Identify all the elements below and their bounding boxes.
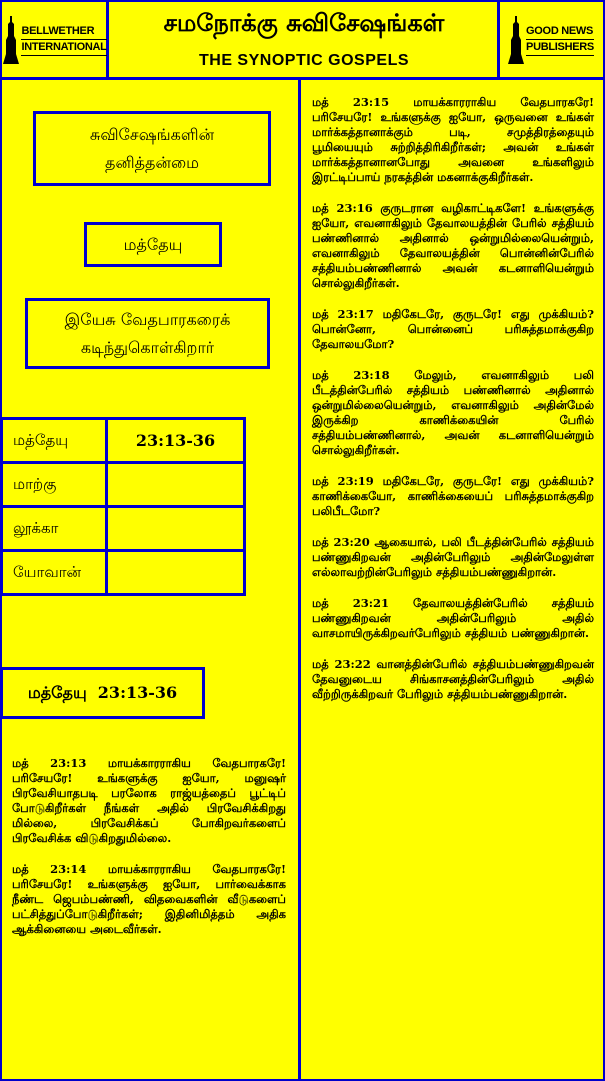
verse-paragraph: மத் 23:16 குருடரான வழிகாட்டிகளே! உங்களுக்கு ஐயோ, எவனாகிலும் தேவாலயத்தின் பேரில் சத்தியம் பண்ணினால் அதினால் ஒன்றுமில்லையென்றும், எவனாகிலும் தேவாலயத்தின் பொன்னின்பேரில் சத்தியம்பண்ணினால் அவன் கடனாளியென்றும் சொல்லுகிறீர்கள். <box>312 201 594 290</box>
good-news-logo-text <box>526 24 594 56</box>
table-row <box>2 551 245 595</box>
verses-right-column <box>312 95 594 718</box>
passage-heading-box <box>0 667 205 719</box>
gospel-name: மத்தேயு <box>2 419 107 463</box>
verse-paragraph: மத் 23:20 ஆகையால், பலி பீடத்தின்பேரில் சத்தியம் பண்ணுகிறவன் அதின்பேரிலும் அதின்மேலுள்ள எல்லாவற்றின்பேரிலும் சத்தியம்பண்ணுகிறான். <box>312 535 594 579</box>
page-title-english: THE SYNOPTIC GOSPELS <box>198 52 410 69</box>
passage-title-box <box>25 298 270 369</box>
gospel-reference: 23:13-36 <box>107 419 245 463</box>
bellwether-logo-text <box>21 24 106 56</box>
gospel-reference <box>107 507 245 551</box>
book-name: மத்தேயு <box>123 234 183 254</box>
table-row <box>2 507 245 551</box>
logo-line-1: GOOD NEWS <box>526 24 594 40</box>
verse-paragraph: மத் 23:18 மேலும், எவனாகிலும் பலி பீடத்தின்பேரில் சத்தியம் பண்ணினால் அதினால் ஒன்றுமில்லையென்றும், எவனாகிலும் அதின்மேல் இருக்கிற காணிக்கையின் பேரில் சத்தியம்பண்ணினால், அவன் கடனாளியென்றும் சொல்லுகிறீர்கள். <box>312 368 594 457</box>
logo-line-2: PUBLISHERS <box>526 40 594 56</box>
section-title: சுவிசேஷங்களின் தனித்தன்மை <box>89 124 215 172</box>
table-row <box>2 463 245 507</box>
verse-paragraph: மத் 23:21 தேவாலயத்தின்பேரில் சத்தியம் பண்ணுகிறவன் அதின்பேரிலும் அதில் வாசமாயிருக்கிறவர்பேரிலும் சத்தியம் பண்ணுகிறான். <box>312 596 594 640</box>
gospel-reference-table <box>0 417 246 596</box>
verse-paragraph: மத் 23:14 மாயக்காரராகிய வேதபாரகரே! பரிசேயரே! உங்களுக்கு ஐயோ, பார்வைக்காக நீண்ட ஜெபம்பண்ணி, விதவைகளின் வீடுகளைப் பட்சித்துப்போடுகிறீர்கள்; இதினிமித்தம் அதிக ஆக்கினையை அடைவீர்கள். <box>12 862 286 936</box>
header-divider <box>0 77 605 80</box>
page-title-tamil: சமநோக்கு சுவிசேஷங்கள் <box>163 8 445 37</box>
passage-heading: மத்தேயு 23:13-36 <box>27 683 178 702</box>
tower-logo-icon <box>3 16 19 64</box>
table-row <box>2 419 245 463</box>
verses-left-column <box>12 756 286 953</box>
verse-paragraph: மத் 23:15 மாயக்காரராகிய வேதபாரகரே! பரிசேயரே! உங்களுக்கு ஐயோ, ஒருவனை உங்கள் மார்க்கத்தானாக்கும் படி, சமுத்திரத்தையும் பூமியையும் சுற்றித்திரிகிறீர்கள்; அவன் உங்கள் மார்க்கத்தானானபோது அவனை உங்களிலும் இரட்டிப்பாய் நரகத்தின் மகனாக்குகிறீர்கள். <box>312 95 594 184</box>
verse-paragraph: மத் 23:17 மதிகேடரே, குருடரே! எது முக்கியம்? பொன்னோ, பொன்னைப் பரிசுத்தமாக்குகிற தேவாலயமோ? <box>312 307 594 351</box>
verse-paragraph: மத் 23:22 வானத்தின்பேரில் சத்தியம்பண்ணுகிறவன் தேவனுடைய சிங்காசனத்தின்பேரிலும் அதில் வீற்றிருக்கிறவர் பேரிலும் சத்தியம்பண்ணுகிறான். <box>312 657 594 701</box>
gospel-name: மாற்கு <box>2 463 107 507</box>
column-divider <box>298 78 301 1079</box>
passage-title: இயேசு வேதபாரகரைக் கடிந்துகொள்கிறார் <box>64 309 231 357</box>
gospel-name: லூக்கா <box>2 507 107 551</box>
verse-paragraph: மத் 23:19 மதிகேடரே, குருடரே! எது முக்கியம்? காணிக்கையோ, காணிக்கையைப் பரிசுத்தமாக்குகிற பலிபீடமோ? <box>312 474 594 518</box>
section-title-box <box>33 111 271 186</box>
logo-line-1: BELLWETHER <box>21 24 106 40</box>
verse-paragraph: மத் 23:13 மாயக்காரராகிய வேதபாரகரே! பரிசேயரே! உங்களுக்கு ஐயோ, மனுஷர் பிரவேசியாதபடி பரலோக ராஜ்யத்தைப் பூட்டிப் போடுகிறீர்கள் நீங்கள் அதில் பிரவேசிக்கிறது மில்லை, பிரவேசிக்கப் போகிறவர்களைப் பிரவேசிக்க விடுகிறதுமில்லை. <box>12 756 286 845</box>
gospel-reference <box>107 463 245 507</box>
gospel-reference <box>107 551 245 595</box>
book-name-box <box>84 222 222 267</box>
good-news-logo <box>500 2 602 77</box>
gospel-name: யோவான் <box>2 551 107 595</box>
logo-line-2: INTERNATIONAL <box>21 40 106 56</box>
tower-logo-icon <box>508 16 524 64</box>
bellwether-logo <box>4 2 106 77</box>
